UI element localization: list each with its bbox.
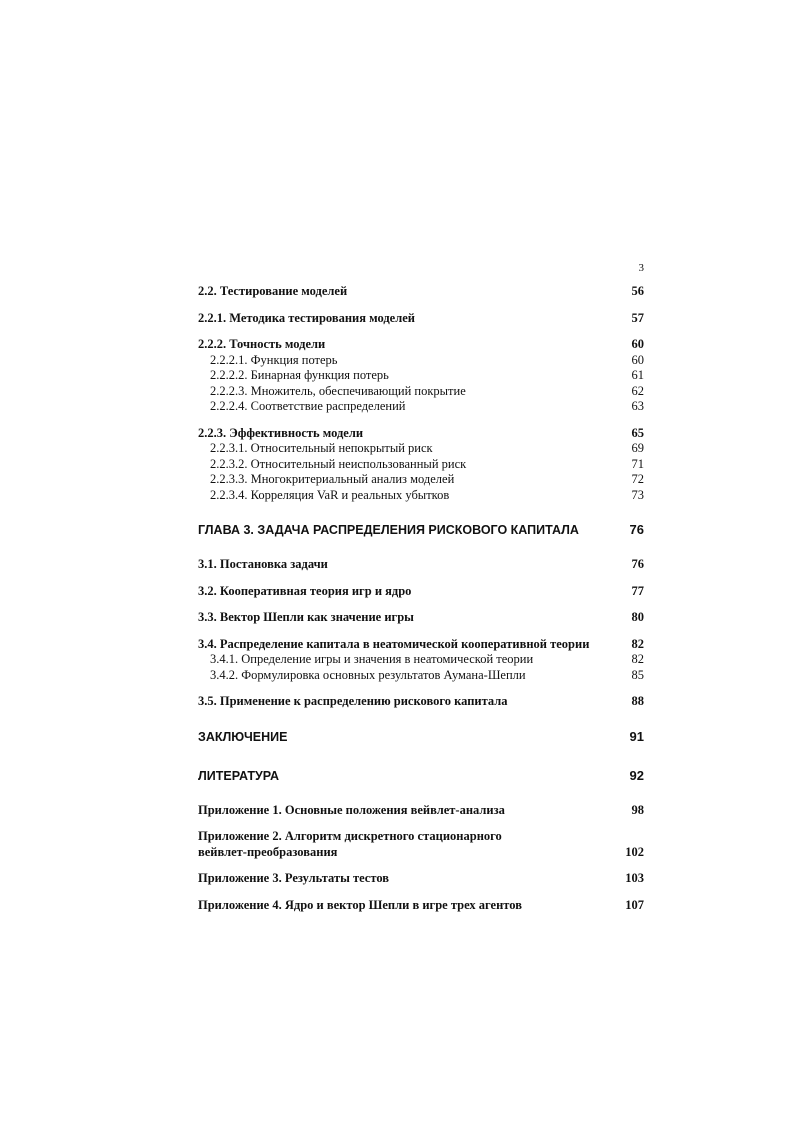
toc-entry-title: 2.2.3.2. Относительный неиспользованный риск	[210, 456, 467, 471]
toc-entry-conclusion[interactable]	[198, 729, 644, 745]
toc-entry-2-2-2-1[interactable]	[198, 353, 644, 369]
toc-entry-2-2[interactable]	[198, 284, 644, 300]
toc-entry-3-2[interactable]	[198, 584, 644, 600]
toc-entry-appendix-4[interactable]	[198, 898, 644, 914]
toc-entry-page: 71	[631, 456, 644, 471]
toc-group-3-3	[198, 610, 644, 626]
toc-entry-title: 2.2.3.1. Относительный непокрытый риск	[210, 441, 433, 455]
toc-group-literature	[198, 768, 644, 784]
toc-entry-page: 56	[631, 284, 644, 298]
toc-entry-page: 91	[629, 728, 644, 744]
toc-entry-3-4-1[interactable]	[198, 652, 644, 668]
toc-entry-chapter-3[interactable]	[198, 522, 644, 538]
toc-entry-2-2-3-3[interactable]	[198, 472, 644, 488]
toc-group-2-2-3	[198, 426, 644, 504]
toc-entry-title: ЗАКЛЮЧЕНИЕ	[198, 729, 288, 744]
toc-entry-page: 92	[629, 767, 644, 783]
toc-entry-page: 82	[631, 652, 644, 666]
toc-entry-page: 102	[625, 844, 644, 859]
toc-entry-3-4[interactable]	[198, 637, 644, 653]
toc-entry-page: 61	[631, 368, 644, 382]
toc-entry-3-5[interactable]	[198, 694, 644, 710]
toc-group-2-2	[198, 284, 644, 300]
toc-group-appendix-2	[198, 829, 644, 860]
toc-entry-title: 3.4.1. Определение игры и значения в неатомической теории	[210, 652, 534, 666]
toc-group-appendix-1	[198, 803, 644, 819]
toc-entry-page: 62	[631, 383, 644, 398]
toc-group-conclusion	[198, 729, 644, 745]
toc-entry-title: 3.5. Применение к распределению рискового капитала	[198, 694, 508, 708]
toc-entry-2-2-2-4[interactable]	[198, 399, 644, 415]
toc-entry-title: 2.2.2.1. Функция потерь	[210, 352, 338, 367]
toc-entry-title: Приложение 3. Результаты тестов	[198, 871, 390, 885]
toc-entry-title: 2.2.2.4. Соответствие распределений	[210, 399, 406, 413]
toc-entry-2-2-1[interactable]	[198, 311, 644, 327]
toc-group-3-2	[198, 584, 644, 600]
toc-entry-page: 73	[631, 487, 644, 502]
toc-entry-title: 3.1. Постановка задачи	[198, 557, 328, 571]
toc-entry-title: 2.2.2.3. Множитель, обеспечивающий покрытие	[210, 383, 466, 398]
toc-entry-title: 2.2.2. Точность модели	[198, 337, 326, 351]
toc-entry-title: 2.2.3. Эффективность модели	[198, 425, 364, 440]
toc-entry-literature[interactable]	[198, 768, 644, 784]
toc-entry-page: 103	[625, 871, 644, 885]
toc-entry-appendix-1[interactable]	[198, 803, 644, 819]
toc-entry-title: 3.3. Вектор Шепли как значение игры	[198, 610, 414, 624]
toc-entry-page: 85	[631, 667, 644, 682]
toc-entry-page: 76	[631, 557, 644, 571]
toc-group-2-2-1	[198, 311, 644, 327]
toc-entry-2-2-3-2[interactable]	[198, 457, 644, 473]
toc-entry-page: 88	[631, 694, 644, 708]
toc-entry-2-2-2-3[interactable]	[198, 384, 644, 400]
table-of-contents	[198, 284, 644, 924]
toc-entry-3-3[interactable]	[198, 610, 644, 626]
toc-entry-page: 76	[629, 522, 644, 537]
toc-entry-page: 65	[631, 425, 644, 440]
toc-entry-2-2-3-1[interactable]	[198, 441, 644, 457]
toc-entry-title: ЛИТЕРАТУРА	[198, 768, 280, 783]
toc-entry-title: 2.2.1. Методика тестирования моделей	[198, 310, 415, 325]
page-number: 3	[638, 262, 644, 274]
toc-entry-title: Приложение 4. Ядро и вектор Шепли в игре трех агентов	[198, 897, 522, 912]
toc-entry-title: 2.2.3.3. Многокритериальный анализ моделей	[210, 472, 455, 486]
toc-group-appendix-3	[198, 871, 644, 887]
toc-entry-page: 82	[631, 636, 644, 651]
toc-entry-title: Приложение 1. Основные положения вейвлет-анализа	[198, 802, 505, 817]
toc-entry-title: 3.4. Распределение капитала в неатомической кооперативной теории	[198, 636, 590, 651]
toc-entry-page: 60	[631, 337, 644, 351]
toc-entry-3-4-2[interactable]	[198, 668, 644, 684]
toc-entry-title: ГЛАВА 3. ЗАДАЧА РАСПРЕДЕЛЕНИЯ РИСКОВОГО КАПИТАЛА	[198, 523, 579, 537]
toc-group-2-2-2	[198, 337, 644, 415]
toc-entry-appendix-2[interactable]	[198, 829, 644, 860]
toc-group-3-1	[198, 557, 644, 573]
toc-entry-page: 80	[631, 610, 644, 624]
toc-group-chapter-3	[198, 522, 644, 538]
toc-group-3-4	[198, 637, 644, 684]
toc-group-appendix-4	[198, 898, 644, 914]
toc-entry-page: 72	[631, 472, 644, 486]
toc-group-3-5	[198, 694, 644, 710]
toc-entry-title: 2.2.2.2. Бинарная функция потерь	[210, 368, 389, 382]
toc-entry-2-2-2-2[interactable]	[198, 368, 644, 384]
toc-entry-page: 77	[631, 583, 644, 598]
toc-entry-title: 2.2.3.4. Корреляция VaR и реальных убытков	[210, 487, 450, 502]
toc-entry-page: 60	[631, 352, 644, 367]
toc-entry-title: Приложение 2. Алгоритм дискретного стационарного вейвлет-преобразования	[198, 829, 502, 859]
toc-entry-2-2-3-4[interactable]	[198, 488, 644, 504]
toc-entry-title: 3.4.2. Формулировка основных результатов Аумана-Шепли	[210, 667, 526, 682]
toc-entry-page: 63	[631, 399, 644, 413]
toc-entry-title: 2.2. Тестирование моделей	[198, 284, 348, 298]
toc-entry-2-2-2[interactable]	[198, 337, 644, 353]
toc-entry-page: 107	[625, 897, 644, 912]
toc-entry-3-1[interactable]	[198, 557, 644, 573]
toc-entry-page: 69	[631, 441, 644, 455]
toc-entry-appendix-3[interactable]	[198, 871, 644, 887]
toc-entry-page: 98	[631, 802, 644, 817]
toc-entry-2-2-3[interactable]	[198, 426, 644, 442]
toc-entry-page: 57	[631, 310, 644, 325]
toc-entry-title: 3.2. Кооперативная теория игр и ядро	[198, 583, 412, 598]
